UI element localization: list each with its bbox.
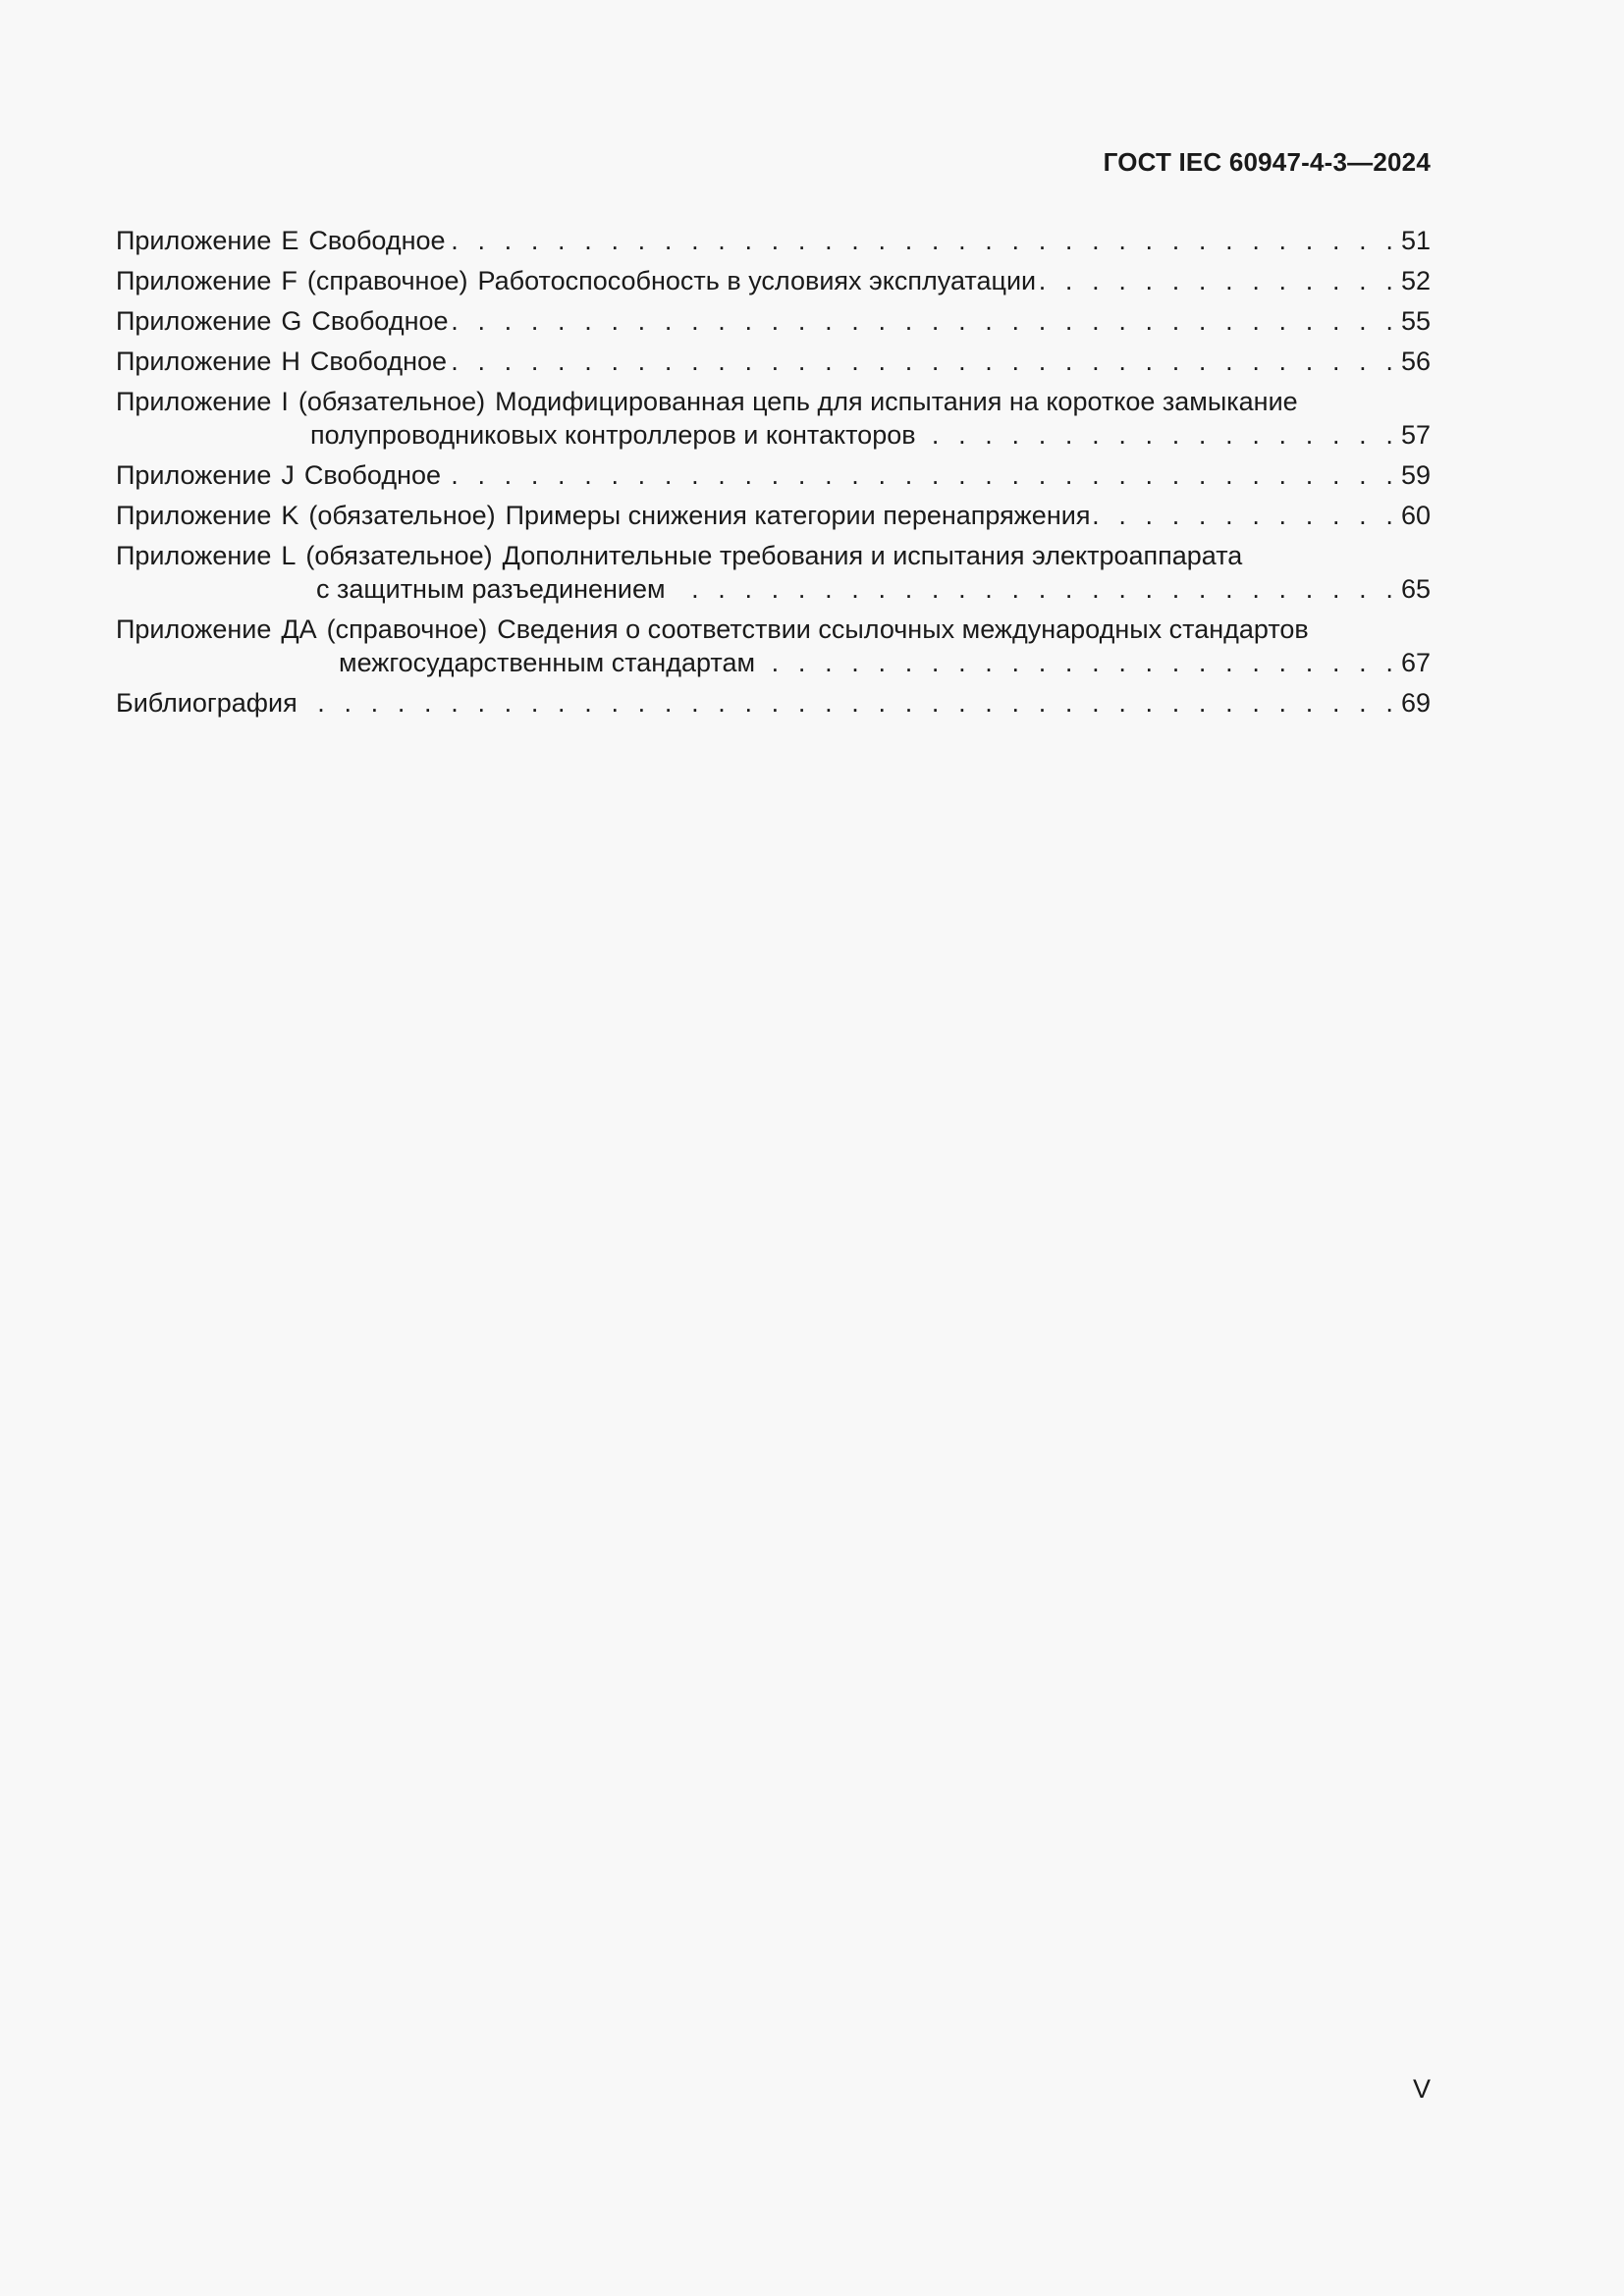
toc-page-number: 52 bbox=[1400, 266, 1431, 295]
toc-entry-annex-da[interactable] bbox=[116, 613, 1431, 679]
toc-prefix: Приложение bbox=[116, 460, 272, 490]
dot-leader bbox=[453, 304, 1399, 338]
toc-page-number: 67 bbox=[1400, 648, 1431, 677]
toc-title: Примеры снижения категории перенапряжения bbox=[505, 501, 1091, 530]
dot-leader bbox=[445, 458, 1399, 492]
dot-leader bbox=[920, 418, 1399, 452]
toc-entry-annex-l[interactable] bbox=[116, 539, 1431, 606]
toc-title-line2: межгосударственным стандартам bbox=[339, 648, 756, 677]
toc-page-number: 65 bbox=[1400, 574, 1431, 604]
toc-prefix: Приложение bbox=[116, 387, 272, 416]
document-code: ГОСТ IEC 60947-4-3—2024 bbox=[1103, 147, 1431, 177]
toc-prefix: Приложение bbox=[116, 306, 272, 336]
toc-entry-annex-k[interactable] bbox=[116, 499, 1431, 532]
toc-status: (справочное) bbox=[326, 614, 488, 644]
toc-entry-annex-h[interactable] bbox=[116, 345, 1431, 378]
toc-status: (обязательное) bbox=[308, 501, 496, 530]
toc-title-line1: Сведения о соответствии ссылочных международных стандартов bbox=[497, 614, 1309, 644]
toc-prefix: Приложение bbox=[116, 541, 272, 570]
toc-entry-annex-j[interactable] bbox=[116, 458, 1431, 492]
toc-prefix: Приложение bbox=[116, 614, 272, 644]
toc-page-number: 56 bbox=[1400, 347, 1431, 376]
toc-title: Свободное bbox=[308, 226, 446, 255]
toc-entry-annex-i[interactable] bbox=[116, 385, 1431, 452]
dot-leader bbox=[301, 686, 1399, 720]
toc-page-number: 59 bbox=[1400, 460, 1431, 490]
table-of-contents bbox=[116, 224, 1431, 726]
toc-letter: H bbox=[281, 347, 300, 376]
toc-entry-bibliography[interactable] bbox=[116, 686, 1431, 720]
toc-title: Работоспособность в условиях эксплуатации bbox=[477, 266, 1037, 295]
toc-entry-annex-f[interactable] bbox=[116, 264, 1431, 297]
toc-prefix: Приложение bbox=[116, 501, 272, 530]
dot-leader bbox=[450, 224, 1399, 257]
toc-status: (справочное) bbox=[306, 266, 468, 295]
toc-prefix: Приложение bbox=[116, 266, 272, 295]
toc-entry-annex-e[interactable] bbox=[116, 224, 1431, 257]
toc-title: Свободное bbox=[311, 306, 449, 336]
dot-leader bbox=[670, 572, 1399, 606]
toc-letter: E bbox=[281, 226, 299, 255]
toc-letter: F bbox=[281, 266, 298, 295]
dot-leader bbox=[451, 345, 1399, 378]
dot-leader bbox=[1094, 499, 1399, 532]
toc-title-line1: Модифицированная цепь для испытания на короткое замыкание bbox=[495, 387, 1298, 416]
toc-page-number: 69 bbox=[1400, 688, 1431, 718]
toc-title-line2: полупроводниковых контроллеров и контакторов bbox=[310, 420, 916, 450]
toc-letter: J bbox=[281, 460, 295, 490]
toc-prefix: Приложение bbox=[116, 347, 272, 376]
toc-title: Свободное bbox=[309, 347, 448, 376]
toc-title: Свободное bbox=[303, 460, 442, 490]
toc-status: (обязательное) bbox=[298, 387, 486, 416]
toc-title-line2: с защитным разъединением bbox=[316, 574, 666, 604]
toc-letter: G bbox=[281, 306, 302, 336]
toc-entry-annex-g[interactable] bbox=[116, 304, 1431, 338]
toc-status: (обязательное) bbox=[305, 541, 493, 570]
toc-letter: I bbox=[281, 387, 289, 416]
toc-page-number: 60 bbox=[1400, 501, 1431, 530]
toc-letter: L bbox=[281, 541, 297, 570]
toc-page-number: 55 bbox=[1400, 306, 1431, 336]
dot-leader bbox=[1040, 264, 1399, 297]
dot-leader bbox=[759, 646, 1399, 679]
page-number: V bbox=[1412, 2074, 1431, 2104]
toc-title: Библиография bbox=[116, 688, 298, 718]
toc-title-line1: Дополнительные требования и испытания электроаппарата bbox=[502, 541, 1243, 570]
toc-letter: K bbox=[281, 501, 299, 530]
toc-prefix: Приложение bbox=[116, 226, 272, 255]
toc-page-number: 51 bbox=[1400, 226, 1431, 255]
toc-page-number: 57 bbox=[1400, 420, 1431, 450]
toc-letter: ДА bbox=[281, 614, 317, 644]
